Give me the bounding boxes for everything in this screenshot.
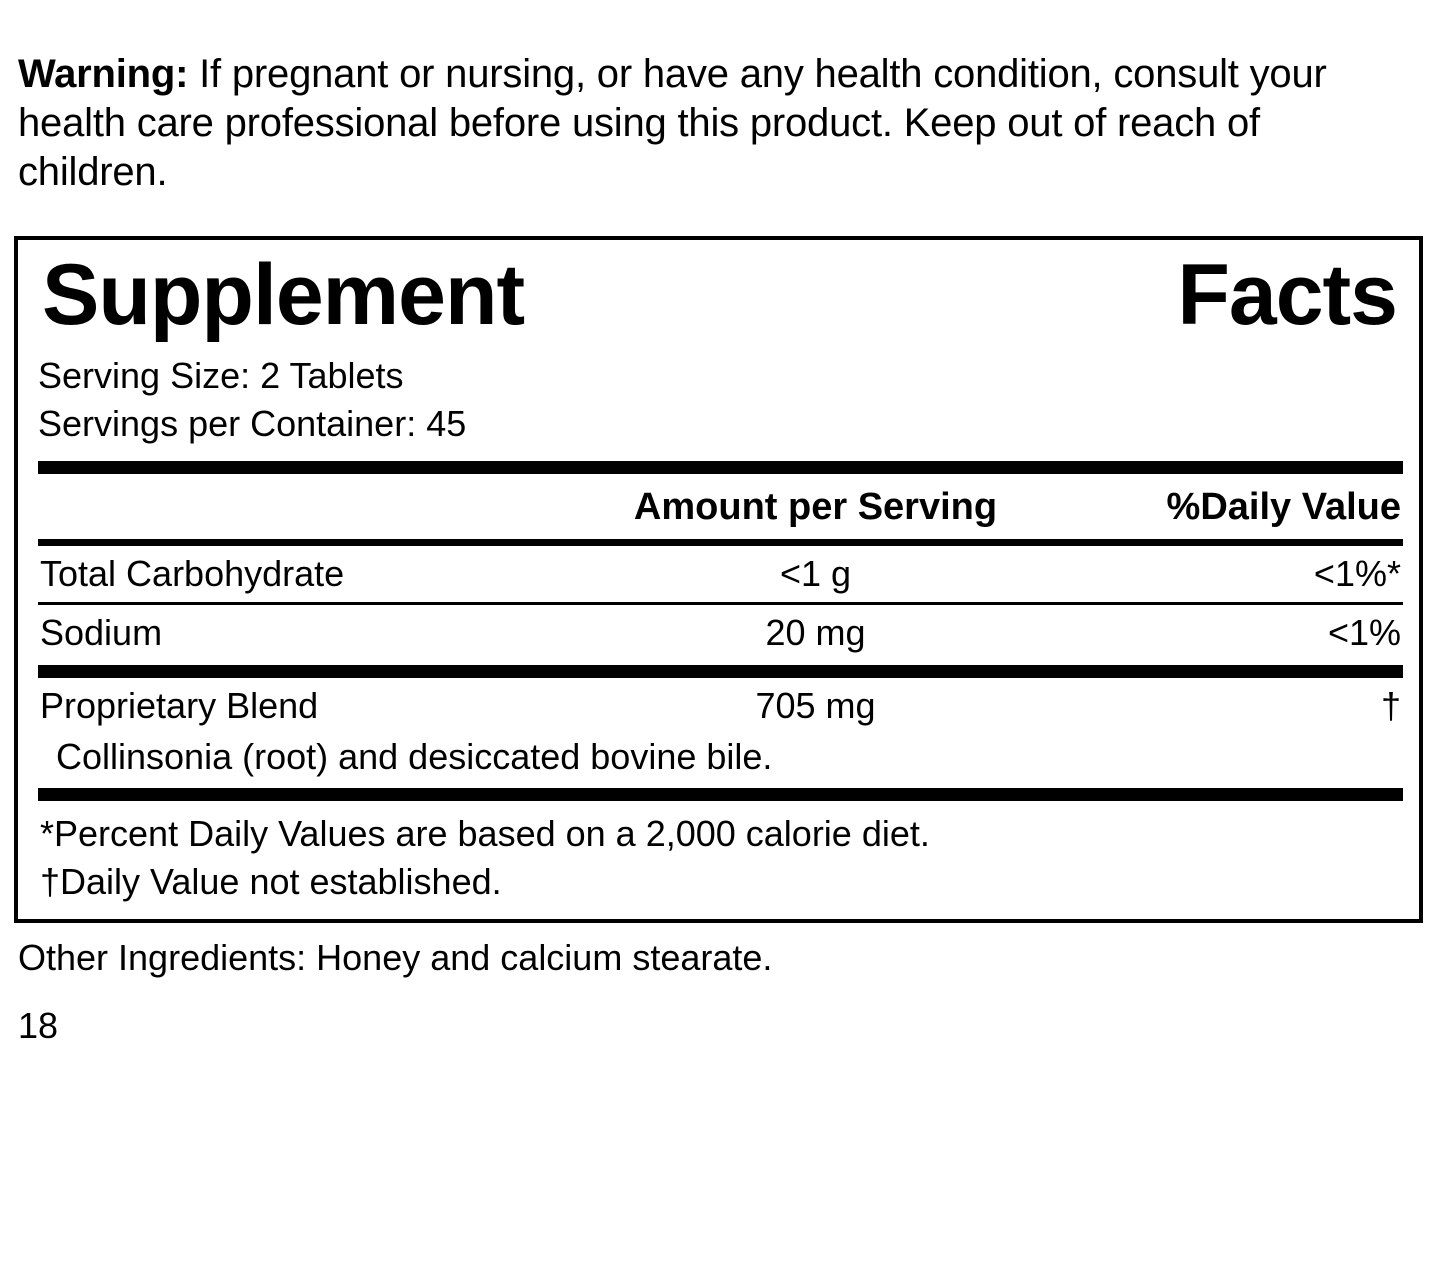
supplement-facts-title-right: Facts bbox=[1177, 247, 1397, 344]
servings-per-container: Servings per Container: 45 bbox=[38, 402, 467, 444]
footnote-daily-value-not-established: †Daily Value not established. bbox=[40, 860, 502, 902]
divider-thick-bottom bbox=[38, 788, 1403, 801]
divider-thick-mid bbox=[38, 665, 1403, 678]
nutrient-name: Total Carbohydrate bbox=[40, 552, 345, 594]
blend-daily-value: † bbox=[1380, 684, 1401, 726]
warning-paragraph bbox=[0, 40, 1445, 196]
supplement-facts-title-left: Supplement bbox=[42, 247, 525, 344]
supplement-facts-panel bbox=[14, 236, 1423, 923]
warning-text: If pregnant or nursing, or have any health condition, consult your health care professional before using this product. Keep out of reach of children. bbox=[18, 52, 1327, 194]
divider-under-header bbox=[38, 539, 1403, 546]
nutrient-name: Sodium bbox=[40, 611, 163, 653]
supplement-label-page bbox=[0, 40, 1445, 1261]
supplement-facts-title bbox=[38, 246, 1403, 342]
header-daily-value: %Daily Value bbox=[1166, 485, 1401, 528]
nutrient-amount: <1 g bbox=[779, 552, 852, 594]
table-header-row bbox=[38, 474, 1403, 539]
nutrient-daily-value: <1%* bbox=[1313, 552, 1401, 594]
other-ingredients: Other Ingredients: Honey and calcium stearate. bbox=[18, 937, 773, 978]
blend-name: Proprietary Blend bbox=[40, 684, 319, 726]
page-number: 18 bbox=[18, 1005, 59, 1046]
header-amount-per-serving: Amount per Serving bbox=[633, 485, 998, 528]
warning-label: Warning: bbox=[18, 52, 189, 96]
blend-amount: 705 mg bbox=[755, 684, 876, 726]
table-row bbox=[38, 605, 1403, 661]
divider-thick-top bbox=[38, 461, 1403, 474]
footnote-percent-daily-value: *Percent Daily Values are based on a 2,000 calorie diet. bbox=[40, 812, 930, 854]
nutrient-daily-value: <1% bbox=[1327, 611, 1401, 653]
blend-ingredients: Collinsonia (root) and desiccated bovine bile. bbox=[56, 735, 773, 777]
table-row bbox=[38, 546, 1403, 602]
table-row-proprietary-blend bbox=[38, 678, 1403, 734]
serving-size: Serving Size: 2 Tablets bbox=[38, 354, 404, 396]
nutrient-amount: 20 mg bbox=[765, 611, 866, 653]
